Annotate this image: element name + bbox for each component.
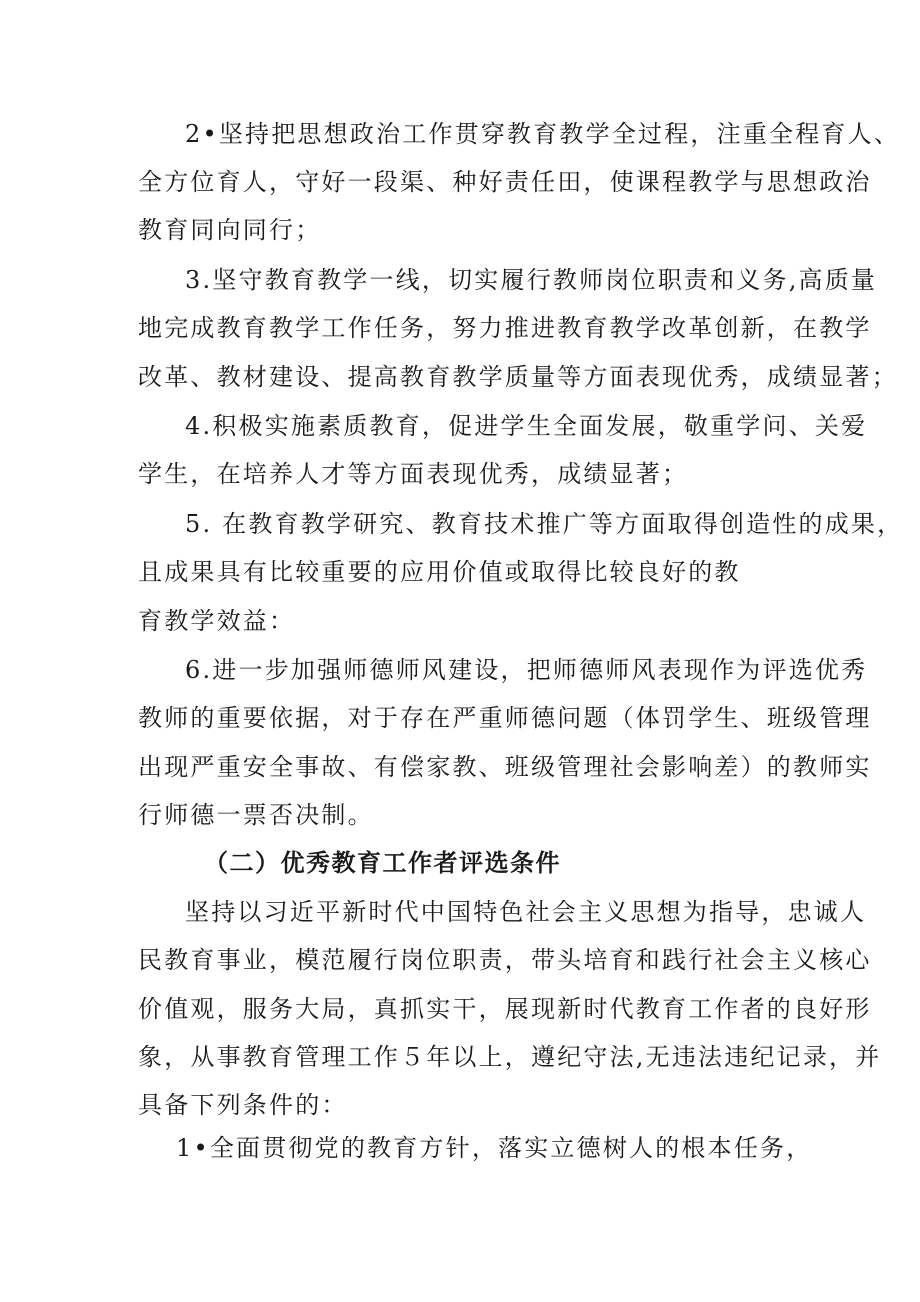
- paragraph-line: 民教育事业，模范履行岗位职责，带头培育和践行社会主义核心: [138, 946, 872, 974]
- paragraph-line: 6.进一步加强师德师风建设，把师德师风表现作为评选优秀: [185, 656, 868, 684]
- paragraph-line: 育教学效益：: [138, 607, 296, 635]
- paragraph-line: 改革、教材建设、提高教育教学质量等方面表现优秀，成绩显著；: [138, 363, 898, 391]
- paragraph-line: 全方位育人，守好一段渠、种好责任田，使课程教学与思想政治: [138, 168, 872, 196]
- paragraph-line: 出现严重安全事故、有偿家教、班级管理社会影响差）的教师实: [138, 753, 872, 781]
- paragraph-line: 学生，在培养人才等方面表现优秀，成绩显著；: [138, 460, 689, 488]
- paragraph-line: 坚持以习近平新时代中国特色社会主义思想为指导，忠诚人: [185, 898, 867, 926]
- paragraph-line: 象，从事教育管理工作５年以上，遵纪守法,无违法违纪记录，并: [138, 1043, 882, 1071]
- paragraph-line: 4.积极实施素质教育，促进学生全面发展，敬重学问、关爱: [185, 412, 868, 440]
- paragraph-line: 2•坚持把思想政治工作贯穿教育教学全过程，注重全程育人、: [185, 120, 901, 148]
- paragraph-line: 且成果具有比较重要的应用价值或取得比较良好的教: [138, 558, 741, 586]
- paragraph-line: 具备下列条件的：: [138, 1091, 348, 1119]
- paragraph-line: 教育同向同行；: [138, 216, 322, 244]
- paragraph-line: 行师德一票否决制。: [138, 801, 374, 829]
- paragraph-line: 地完成教育教学工作任务，努力推进教育教学改革创新，在教学: [138, 314, 872, 342]
- section-heading: （二）优秀教育工作者评选条件: [204, 849, 561, 877]
- paragraph-line: 价值观，服务大局，真抓实干，展现新时代教育工作者的良好形: [138, 995, 872, 1023]
- paragraph-line: 3.坚守教育教学一线，切实履行教师岗位职责和义务,高质量: [185, 266, 878, 294]
- paragraph-line: 1•全面贯彻党的教育方针，落实立德树人的根本任务，: [176, 1134, 813, 1162]
- paragraph-line: 5. 在教育教学研究、教育技术推广等方面取得创造性的成果，: [185, 510, 904, 538]
- paragraph-line: 教师的重要依据，对于存在严重师德问题（体罚学生、班级管理: [138, 704, 872, 732]
